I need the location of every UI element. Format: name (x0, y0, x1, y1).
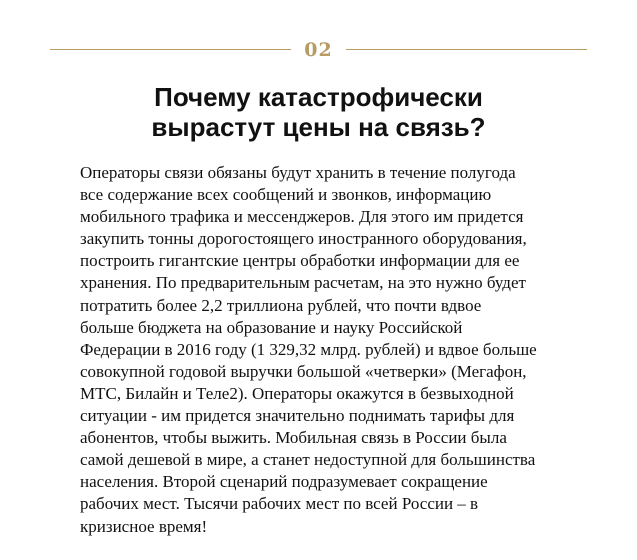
body-line: хранения. По предварительным расчетам, на это нужно будет (80, 273, 526, 293)
body-line: Операторы связи обязаны будут хранить в течение полугода (80, 163, 516, 182)
body-line: мобильного трафика и мессенджеров. Для этого им придется (80, 207, 524, 227)
body-line: совокупной годовой выручки большой «четверки» (Мегафон, (80, 361, 527, 381)
divider-rule-right (346, 49, 587, 50)
body-line: больше бюджета на образование и науку Российской (80, 317, 463, 337)
body-line: рабочих мест. Тысячи рабочих мест по всей России – в (80, 494, 479, 514)
heading-line-1: Почему катастрофически (154, 82, 483, 112)
body-line: кризисное время! (80, 516, 208, 536)
body-line: потратить более 2,2 триллиона рублей, что почти вдвое (80, 295, 482, 315)
article-heading (0, 82, 637, 142)
body-line: Федерации в 2016 году (1 329,32 млрд. рублей) и вдвое больше (80, 339, 537, 359)
body-line: МТС, Билайн и Теле2). Операторы окажутся в безвыходной (80, 383, 514, 403)
heading-line-2: вырастут цены на связь? (151, 112, 486, 142)
body-line: построить гигантские центры обработки информации для ее (80, 251, 520, 271)
divider-rule-left (50, 49, 291, 50)
article-body (80, 162, 610, 538)
body-line: населения. Второй сценарий подразумевает сокращение (80, 472, 488, 492)
section-number: 02 (304, 39, 333, 61)
section-divider (50, 35, 587, 65)
body-line: ситуации - им придется значительно поднимать тарифы для (80, 406, 515, 426)
body-line: абонентов, чтобы выжить. Мобильная связь в России была (80, 428, 507, 448)
body-line: закупить тонны дорогостоящего иностранного оборудования, (80, 229, 527, 249)
body-line: все содержание всех сообщений и звонков, информацию (80, 185, 492, 205)
body-line: самой дешевой в мире, а станет недоступной для большинства (80, 450, 536, 470)
